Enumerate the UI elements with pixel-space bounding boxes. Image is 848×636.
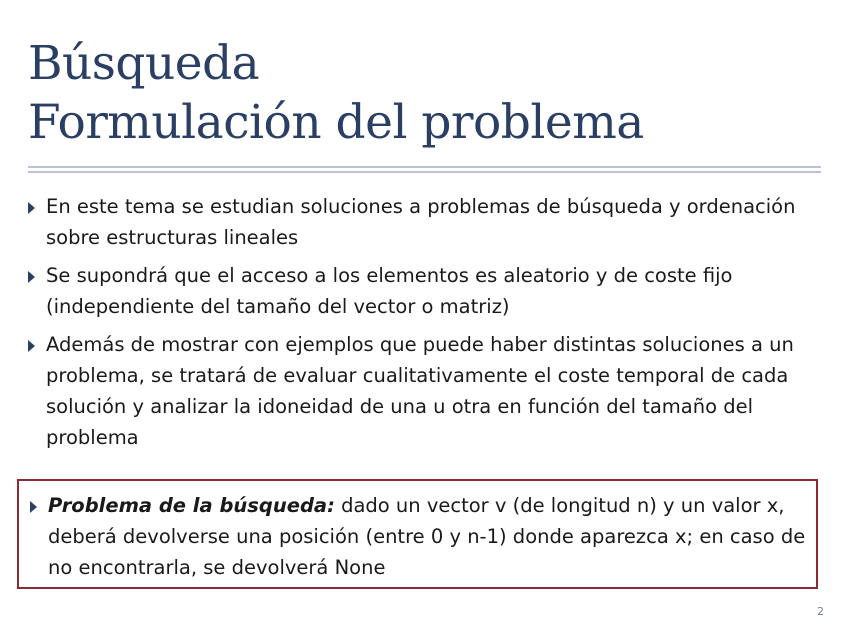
slide-title	[28, 34, 644, 152]
highlight-text: dado un vector v (de longitud n) y un valor x, deberá devolverse una posición (entre 0 y n-1) donde aparezca x; en caso de no encontrarla, se devolverá None	[48, 494, 806, 579]
bullet-text: Además de mostrar con ejemplos que puede haber distintas soluciones a un problema, se tratará de evaluar cualitativamente el coste temporal de cada solución y analizar la idoneidad de una u otra en función del tamaño del problema	[46, 333, 794, 449]
bullet-text: Se supondrá que el acceso a los elementos es aleatorio y de coste fijo (independiente del tamaño del vector o matriz)	[46, 264, 733, 318]
slide-title-line-1: Búsqueda	[28, 36, 260, 91]
title-divider-top	[28, 166, 821, 168]
slide-title-line-2: Formulación del problema	[28, 95, 644, 150]
highlight-bullet	[28, 490, 828, 583]
bullet-list	[26, 191, 826, 453]
bullet-arrow-icon	[28, 340, 35, 352]
highlight-box	[17, 479, 818, 589]
page-number: 2	[817, 605, 824, 618]
bullet-text: En este tema se estudian soluciones a problemas de búsqueda y ordenación sobre estructuras lineales	[46, 195, 796, 249]
bullet-arrow-icon	[28, 202, 35, 214]
bullet-item	[26, 329, 826, 453]
bullet-arrow-icon	[30, 501, 37, 513]
title-divider-bottom	[28, 171, 821, 173]
bullet-item	[26, 260, 826, 322]
bullet-item	[26, 191, 826, 253]
highlight-lead: Problema de la búsqueda:	[48, 494, 335, 517]
bullet-arrow-icon	[28, 271, 35, 283]
